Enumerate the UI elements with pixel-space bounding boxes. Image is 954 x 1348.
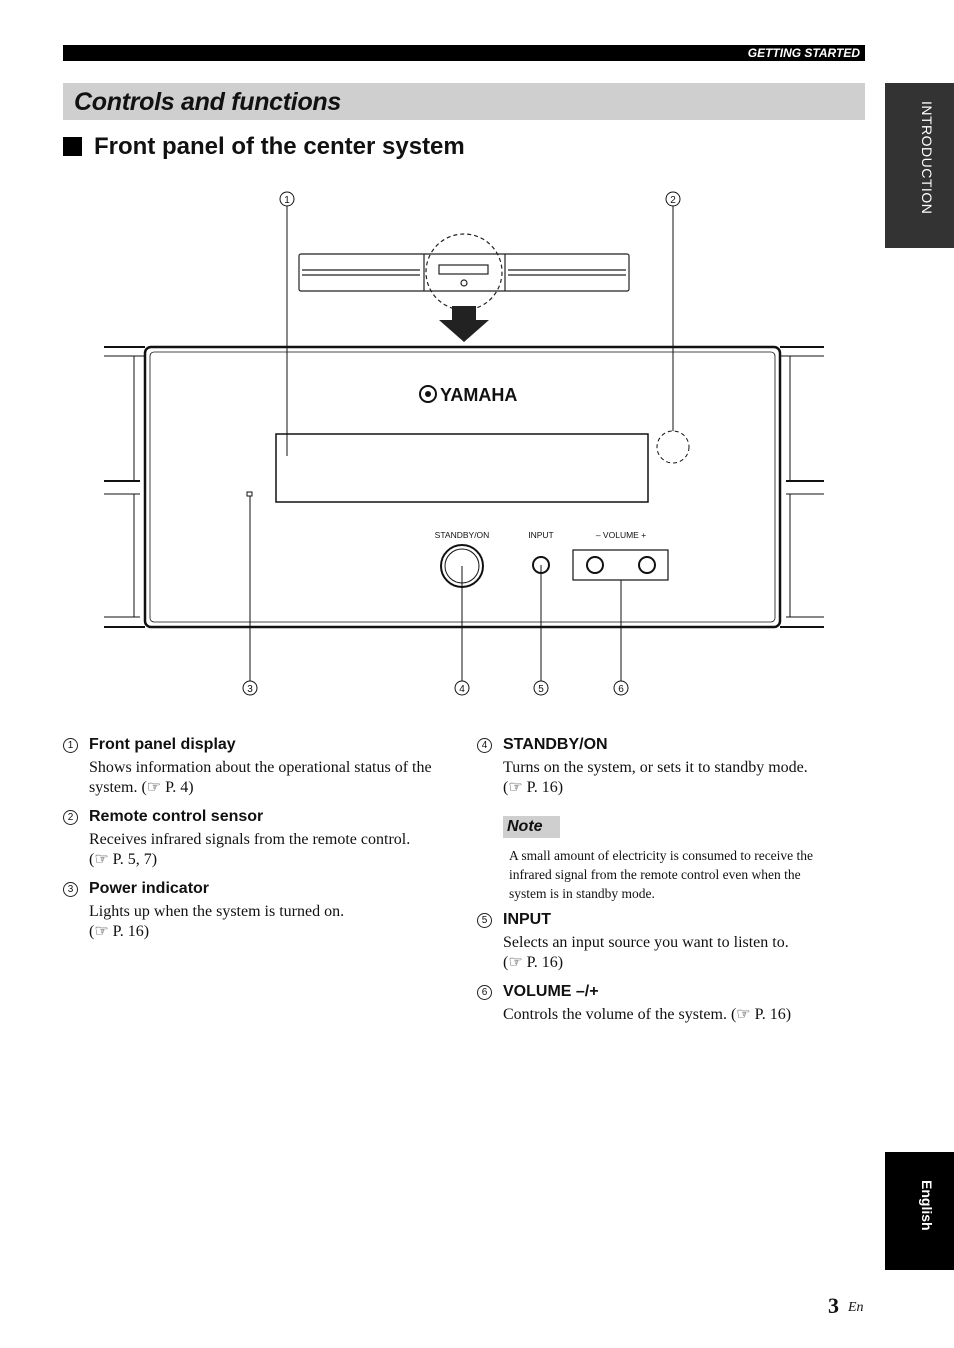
page-title-text: Controls and functions (74, 88, 341, 116)
item-description (503, 758, 873, 798)
item-number: 2 (63, 810, 78, 825)
item-line: Receives infrared signals from the remote control. (89, 831, 411, 848)
front-panel-diagram (0, 180, 954, 710)
item-description (89, 758, 459, 798)
item-line: (☞ P. 5, 7) (89, 851, 158, 868)
item-title: Power indicator (89, 880, 210, 897)
standby-label: STANDBY/ON (434, 530, 490, 540)
subheading-text: Front panel of the center system (94, 133, 465, 160)
subheading (63, 131, 465, 163)
brand-text: YAMAHA (440, 385, 518, 405)
item-line: Lights up when the system is turned on. (89, 903, 345, 920)
item-number: 5 (477, 913, 492, 928)
item-number: 4 (477, 738, 492, 753)
item-number: 6 (477, 985, 492, 1000)
item-title: STANDBY/ON (503, 736, 608, 753)
item-description (89, 902, 459, 942)
item-description (89, 830, 459, 870)
item-line: (☞ P. 16) (89, 923, 150, 940)
overview-unit (299, 234, 629, 310)
page-number: 3 (828, 1293, 839, 1318)
note-text (509, 846, 854, 903)
volume-label: – VOLUME + (595, 530, 647, 540)
side-tab-language-label: English (919, 1180, 935, 1231)
callout-leaders (250, 206, 673, 681)
item-line: system. (☞ P. 4) (89, 779, 194, 796)
item-line: Selects an input source you want to listen to. (503, 934, 789, 951)
callout-5: 5 (538, 684, 544, 695)
item-line: Shows information about the operational status of the (89, 759, 432, 776)
side-tab-language (885, 1152, 954, 1270)
item-number: 1 (63, 738, 78, 753)
note-line: infrared signal from the remote control even when the (509, 867, 801, 882)
volume-down-button[interactable] (587, 557, 603, 573)
item-title: Remote control sensor (89, 808, 264, 825)
yamaha-logo (420, 385, 517, 405)
item-title: VOLUME –/+ (503, 983, 599, 1000)
note-label-text: Note (507, 818, 543, 835)
input-label: INPUT (528, 530, 554, 540)
note-line: system is in standby mode. (509, 886, 655, 901)
remote-sensor-window (657, 431, 689, 463)
side-tab-introduction-label: INTRODUCTION (919, 101, 935, 215)
item-title: INPUT (503, 911, 551, 928)
item-line: Controls the volume of the system. (☞ P. 16) (503, 1006, 792, 1023)
section-header-bar (63, 45, 865, 61)
note-line: A small amount of electricity is consumed to receive the (509, 848, 814, 863)
note-label (503, 816, 560, 838)
item-description (503, 933, 873, 973)
item-line: (☞ P. 16) (503, 779, 564, 796)
volume-up-button[interactable] (639, 557, 655, 573)
item-line: Turns on the system, or sets it to standby mode. (503, 759, 808, 776)
zoom-arrow-icon (439, 306, 489, 342)
item-description (503, 1005, 873, 1025)
callout-6: 6 (618, 684, 624, 695)
callout-3: 3 (247, 684, 253, 695)
callout-2: 2 (670, 195, 676, 206)
item-title: Front panel display (89, 736, 236, 753)
item-line: (☞ P. 16) (503, 954, 564, 971)
page-title (63, 83, 865, 120)
callout-1: 1 (284, 195, 290, 206)
square-bullet-icon (63, 137, 82, 156)
callout-4: 4 (459, 684, 465, 695)
item-number: 3 (63, 882, 78, 897)
page-language: En (848, 1300, 864, 1315)
section-header-text: GETTING STARTED (747, 46, 860, 60)
